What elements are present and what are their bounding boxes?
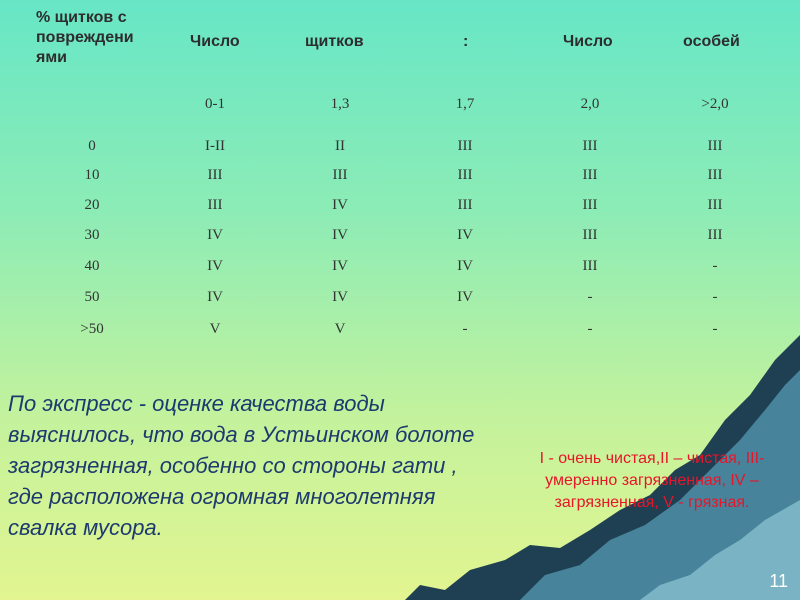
header-col-5: Число: [563, 33, 613, 50]
table-cell: I-II: [205, 138, 225, 154]
table-cell: -: [712, 289, 718, 305]
subheader-cell: 1,3: [330, 96, 350, 112]
table-cell: III: [457, 138, 473, 154]
table-cell: III: [707, 138, 723, 154]
table-cell: IV: [332, 227, 348, 243]
header-damage-percent: % щитков с повреждени ями: [36, 9, 134, 66]
table-cell: V: [209, 321, 221, 337]
table-cell: -: [712, 258, 718, 274]
table-cell: III: [707, 227, 723, 243]
subheader-cell: 0-1: [205, 96, 225, 112]
page-number: 11: [769, 571, 788, 591]
table-cell: 10: [84, 167, 100, 183]
table-cell: IV: [457, 227, 473, 243]
table-cell: IV: [207, 227, 223, 243]
table-cell: III: [457, 197, 473, 213]
table-cell: -: [587, 321, 593, 337]
table-cell: -: [587, 289, 593, 305]
table-cell: 40: [84, 258, 100, 274]
header-col-6: особей: [683, 33, 740, 50]
pollution-legend: I - очень чистая,II – чистая, III- умеренно загрязненная, IV – загрязненная, V - грязная.: [539, 450, 765, 511]
subheader-cell: 1,7: [455, 96, 475, 112]
table-cell: 50: [84, 289, 100, 305]
table-cell: III: [207, 197, 223, 213]
table-cell: V: [334, 321, 346, 337]
header-col-4: :: [463, 33, 469, 50]
table-cell: III: [707, 167, 723, 183]
table-cell: 0: [88, 138, 96, 154]
table-cell: -: [712, 321, 718, 337]
table-cell: IV: [332, 197, 348, 213]
table-cell: IV: [207, 258, 223, 274]
table-cell: 20: [84, 197, 100, 213]
header-col-3: щитков: [305, 33, 364, 50]
table-cell: III: [457, 167, 473, 183]
table-cell: IV: [332, 258, 348, 274]
table-cell: III: [332, 167, 348, 183]
table-cell: IV: [332, 289, 348, 305]
table-cell: IV: [207, 289, 223, 305]
table-cell: III: [582, 167, 598, 183]
table-cell: 30: [84, 227, 100, 243]
table-cell: II: [335, 138, 345, 154]
table-cell: III: [207, 167, 223, 183]
table-cell: III: [582, 227, 598, 243]
main-text: По экспресс - оценке качества воды выяснилось, что вода в Устьинском болоте загрязненная, особенно со стороны гати , где расположена огромная многолетняя свалка мусора.: [8, 391, 475, 540]
table-cell: III: [582, 258, 598, 274]
table-cell: IV: [457, 258, 473, 274]
table-cell: III: [582, 197, 598, 213]
table-cell: IV: [457, 289, 473, 305]
table-cell: III: [707, 197, 723, 213]
subheader-cell: 2,0: [580, 96, 600, 112]
table-cell: >50: [80, 321, 104, 337]
table-cell: III: [582, 138, 598, 154]
table-cell: -: [462, 321, 468, 337]
subheader-cell: >2,0: [701, 96, 729, 112]
header-col-2: Число: [190, 33, 240, 50]
